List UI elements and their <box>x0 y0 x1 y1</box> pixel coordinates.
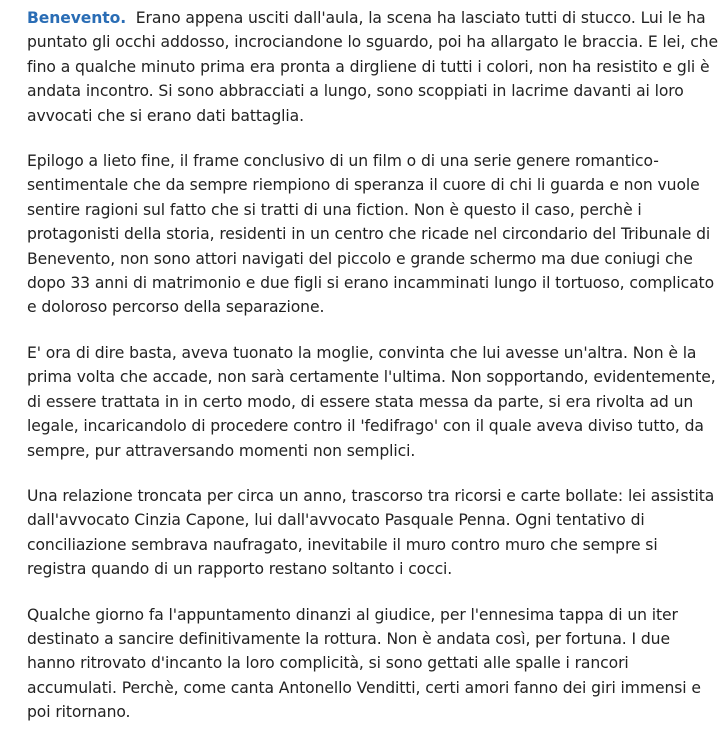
article-paragraph-5: Qualche giorno fa l'appuntamento dinanzi al giudice, per l'ennesima tappa di un iter destinato a sancire definitivamente la rottura. Non è andata così, per fortuna. I due hanno ritrovato d'incanto la loro complicità, si sono gettati alle spalle i rancori accumulati. Perchè, come canta Antonello Venditti, certi amori fanno dei giri immensi e poi ritornano. <box>27 605 701 722</box>
article-paragraph-2: Epilogo a lieto fine, il frame conclusivo di un film o di una serie genere romantico-sentimentale che da sempre riempiono di speranza il cuore di chi li guarda e non vuole sentire ragioni sul fatto che si tratti di una fiction. Non è questo il caso, perchè i protagonisti della storia, residenti in un centro che ricade nel circondario del Tribunale di Benevento, non sono attori navigati del piccolo e grande schermo ma due coniugi che dopo 33 anni di matrimonio e due figli si erano incamminati lungo il tortuoso, complicato e doloroso percorso della separazione. <box>27 152 715 317</box>
article-paragraph-1-text: Erano appena usciti dall'aula, la scena ha lasciato tutti di stucco. Lui le ha puntato gli occhi addosso, incrociandone lo sguardo, poi ha allargato le braccia. E lei, che fino a qualche minuto prima era pronta a dirgliene di tutti i colori, non ha resistito e gli è andata incontro. Si sono abbracciati a lungo, sono scoppiati in lacrime davanti ai loro avvocati che si erano dati battaglia. <box>27 9 718 125</box>
article-paragraph-1 <box>27 6 720 128</box>
article-paragraph-4: Una relazione troncata per circa un anno, trascorso tra ricorsi e carte bollate: lei assistita dall'avvocato Cinzia Capone, lui dall'avvocato Pasquale Penna. Ogni tentativo di conciliazione sembrava naufragato, inevitabile il muro contro muro che sempre si registra quando di un rapporto restano soltanto i cocci. <box>27 486 715 579</box>
article-dateline: Benevento. <box>27 9 127 27</box>
article-paragraph-3: E' ora di dire basta, aveva tuonato la moglie, convinta che lui avesse un'altra. Non è la prima volta che accade, non sarà certamente l'ultima. Non sopportando, evidentemente, di essere trattata in in certo modo, di essere stata messa da parte, si era rivolta ad un legale, incaricandolo di procedere contro il 'fedifrago' con il quale aveva diviso tutto, da sempre, pur attraversando momenti non semplici. <box>27 343 716 460</box>
